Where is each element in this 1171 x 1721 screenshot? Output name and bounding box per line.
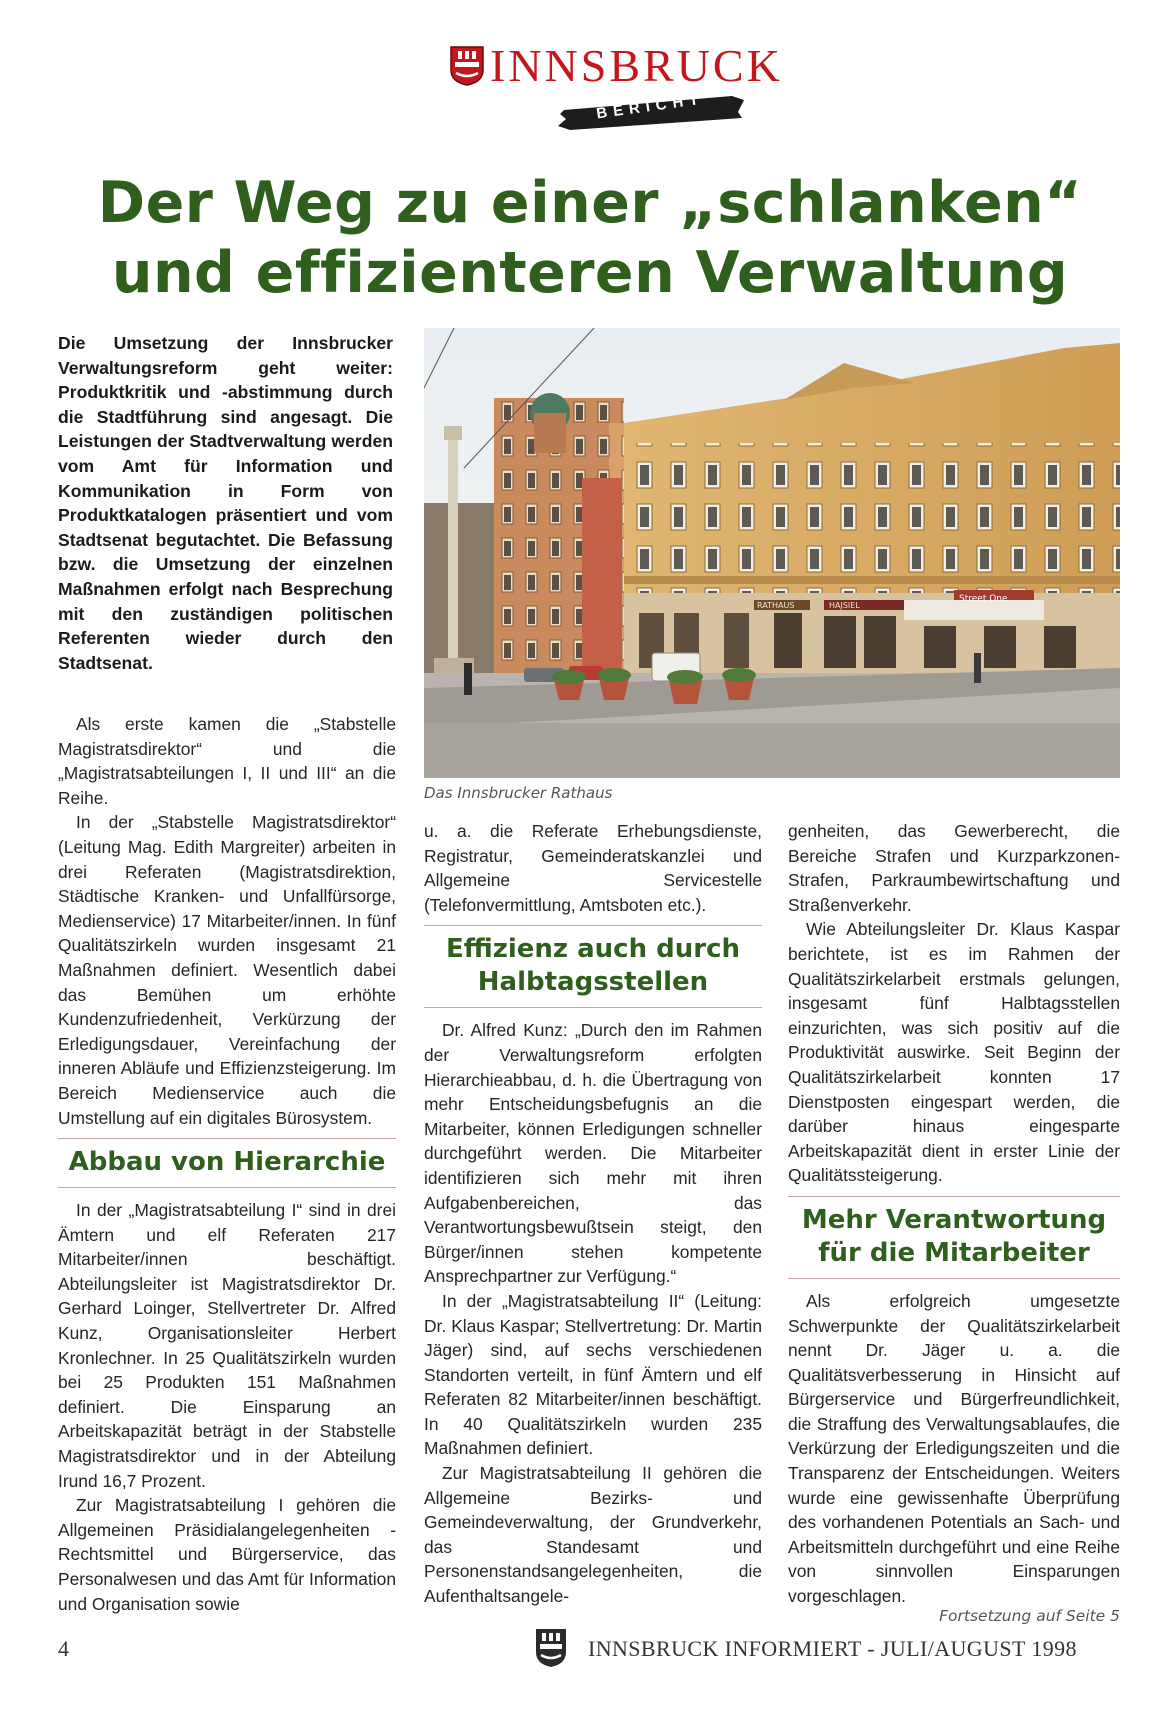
subheading-effizienz: Effizienz auch durch Halbtagsstellen — [424, 925, 762, 1008]
article-column-3 — [788, 819, 1120, 1609]
paragraph: genheiten, das Gewerberecht, die Bereiche Strafen und Kurzparkzonen-Strafen, Parkraumbewirtschaftung und Straßenverkehr. — [788, 821, 1120, 915]
paragraph: Dr. Alfred Kunz: „Durch den im Rahmen der Verwaltungsreform erfolgten Hierarchieabbau, d. h. die Übertragung von mehr Entscheidungsbefugnis an die Mitarbeiter, können Erledigungen schneller durchgeführt werden. Die Mitarbeiter identifizieren sich mehr mit ihren Aufgabenbereichen, das Verantwortungsbewußtsein steigt, den Bürger/innen stehen kompetente Ansprechpartner zur Verfügung.“ — [424, 1020, 762, 1287]
banner-label: BERICHT — [595, 90, 706, 123]
paragraph: Zur Magistratsabteilung I gehören die Allgemeinen Präsidialangelegenheiten - Rechtsmittel und Bürgerservice, das Personalwesen und das Amt für Information und Organisation sowie — [58, 1495, 396, 1614]
page-number: 4 — [58, 1636, 69, 1661]
paragraph: In der „Magistratsabteilung I“ sind in drei Ämtern und elf Referaten 217 Mitarbeiter/innen beschäftigt. Abteilungsleiter ist Magistratsdirektor Dr. Gerhard Loinger, Stellvertreter Dr. Alfred Kunz, Organisationsleiter Herbert Kronlechner. In 25 Qualitätszirkeln wurden bei 25 Produkten 151 Maßnahmen definiert. Die Einsparung an Arbeitskapazität beträgt in der Stabstelle Magistratsdirektor und in der Abteilung Irund 16,7 Prozent. — [58, 1200, 396, 1491]
sign-hajsiel: HAJSIEL — [829, 601, 860, 610]
city-crest-icon — [450, 46, 484, 86]
footer-publication: INNSBRUCK INFORMIERT - JULI/AUGUST 1998 — [588, 1636, 1077, 1661]
brand-name: INNSBRUCK — [490, 40, 783, 91]
masthead — [446, 38, 783, 128]
paragraph: In der „Stabstelle Magistratsdirektor“ (Leitung Mag. Edith Margreiter) arbeiten in drei Referaten (Magistratsdirektion, Städtische Kranken- und Unfallfürsorge, Medienservice) 17 Mitarbeiter/innen. In fünf Qualitätszirkeln wurden insgesamt 21 Maßnahmen definiert. Wesentlich dabei das Bemühen um erhöhte Kundenzufriedenheit, Verkürzung der Erledigungsdauer, Vereinfachung der inneren Abläufe und Effizienzsteigerung. Im Bereich Medienservice auch die Umstellung auf ein digitales Bürosystem. — [58, 812, 396, 1128]
continuation-note: Fortsetzung auf Seite 5 — [939, 1607, 1120, 1625]
photo-caption: Das Innsbrucker Rathaus — [424, 784, 613, 802]
paragraph: Als erste kamen die „Stabstelle Magistratsdirektor“ und die „Magistratsabteilungen I, II und III“ an die Reihe. — [58, 714, 396, 808]
lead-paragraph: Die Umsetzung der Innsbrucker Verwaltungsreform geht weiter: Produktkritik und -abstimmung durch die Stadtführung sind angesagt. Die Leistungen der Stadtverwaltung werden vom Amt für Information und Kommunikation in Form von Produktkatalogen präsentiert und vom Stadtsenat begutachtet. Die Befassung bzw. die Umsetzung der einzelnen Maßnahmen erfolgt nach Besprechung mit den zuständigen politischen Referenten wieder durch den Stadtsenat. — [58, 333, 393, 673]
article-headline — [60, 168, 1120, 308]
headline-line-1: Der Weg zu einer „schlanken“ — [97, 170, 1083, 236]
sign-rathaus: RATHAUS — [757, 601, 795, 610]
subheading-abbau-von-hierarchie: Abbau von Hierarchie — [58, 1138, 396, 1188]
subheading-mehr-verantwortung: Mehr Verantwortung für die Mitarbeiter — [788, 1196, 1120, 1279]
footer-crest-icon — [535, 1628, 567, 1668]
paragraph: In der „Magistratsabteilung II“ (Leitung: Dr. Klaus Kaspar; Stellvertretung: Dr. Martin Jäger) sind, auf sechs verschiedenen Standorten verteilt, in fünf Ämtern und elf Referaten 82 Mitarbeiter/innen beschäftigt. In 40 Qualitätszirkeln wurden 235 Maßnahmen definiert. — [424, 1290, 762, 1459]
sign-street-one: Street One — [959, 594, 1008, 604]
rathaus-illustration — [424, 328, 1120, 778]
paragraph: Zur Magistratsabteilung II gehören die Allgemeine Bezirks- und Gemeindeverwaltung, der Grundverkehr, das Standesamt und Personenstandsangelegenheiten, die Aufenthaltsangele- — [424, 1463, 762, 1607]
paragraph: Als erfolgreich umgesetzte Schwerpunkte der Qualitätszirkelarbeit nennt Dr. Jäger u. a. die Qualitätsverbesserung in Hinsicht auf Bürgerservice und Bürgerfreundlichkeit, die Straffung des Verwaltungsablaufes, die Verkürzung der Erledigungszeiten und die Transparenz der Entscheidungen. Weiters wurde eine gewissenhafte Überprüfung des vorhandenen Potentials an Sach- und Arbeitsmitteln durchgeführt und eine Reihe von sinnvollen Einsparungen vorgeschlagen. — [788, 1290, 1120, 1607]
rathaus-photo — [424, 328, 1120, 778]
paragraph: u. a. die Referate Erhebungsdienste, Registratur, Gemeinderatskanzlei und Allgemeine Servicestelle (Telefonvermittlung, Amtsboten etc.). — [424, 821, 762, 915]
paragraph: Wie Abteilungsleiter Dr. Klaus Kaspar berichtete, ist es im Rahmen der Qualitätszirkelarbeit erstmals gelungen, insgesamt fünf Halbtagsstellen einzurichten, was sich positiv auf die Produktivität auswirke. Seit Beginn der Qualitätszirkelarbeit konnten 17 Dienstposten eingespart werden, die darüber hinaus eingesparte Arbeitskapazität dient in erster Linie der Qualitätssteigerung. — [788, 919, 1120, 1186]
article-column-1 — [58, 712, 396, 1616]
headline-line-2: und effizienteren Verwaltung — [111, 240, 1069, 306]
article-column-2 — [424, 819, 762, 1609]
